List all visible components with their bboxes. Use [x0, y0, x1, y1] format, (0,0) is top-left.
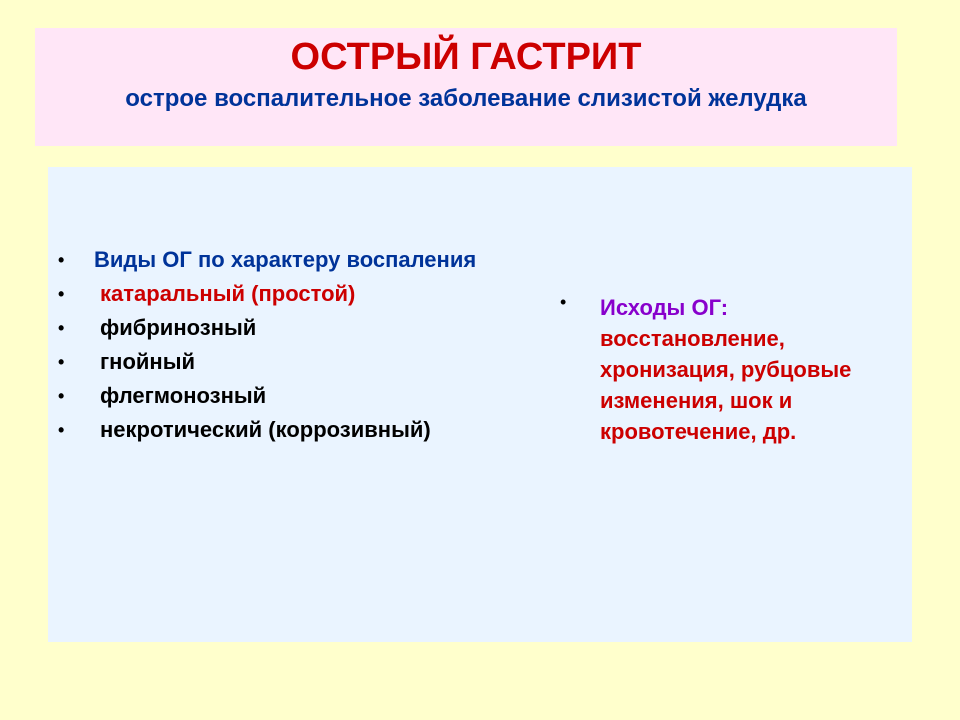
list-item-text: катаральный (простой)	[100, 281, 356, 306]
bullet-icon: •	[58, 386, 65, 406]
bullet-icon: •	[58, 284, 65, 304]
list-heading: Виды ОГ по характеру воспаления	[94, 247, 477, 272]
list-item	[58, 345, 476, 379]
list-item-text: гнойный	[100, 349, 196, 374]
list-item-text: флегмонозный	[100, 383, 267, 408]
content-box	[48, 167, 912, 642]
outcomes-heading: Исходы ОГ:	[600, 295, 729, 320]
outcomes-text	[600, 292, 905, 447]
list-item	[58, 311, 476, 345]
list-item-text: некротический (коррозивный)	[100, 417, 431, 442]
list-item	[58, 243, 476, 277]
bullet-icon: •	[58, 250, 65, 270]
slide-subtitle: острое воспалительное заболевание слизистой желудка	[125, 85, 807, 112]
list-item	[58, 277, 476, 311]
bullet-icon: •	[560, 292, 567, 312]
types-list	[58, 243, 476, 447]
list-item-text: фибринозный	[100, 315, 257, 340]
slide-title: ОСТРЫЙ ГАСТРИТ	[290, 36, 642, 78]
outcomes-body: восстановление, хронизация, рубцовые изменения, шок и кровотечение, др.	[600, 326, 852, 444]
list-item	[58, 413, 476, 447]
list-item	[58, 379, 476, 413]
bullet-icon: •	[58, 352, 65, 372]
bullet-icon: •	[58, 318, 65, 338]
title-box	[35, 28, 897, 146]
bullet-icon: •	[58, 420, 65, 440]
outcomes-block	[560, 292, 905, 447]
